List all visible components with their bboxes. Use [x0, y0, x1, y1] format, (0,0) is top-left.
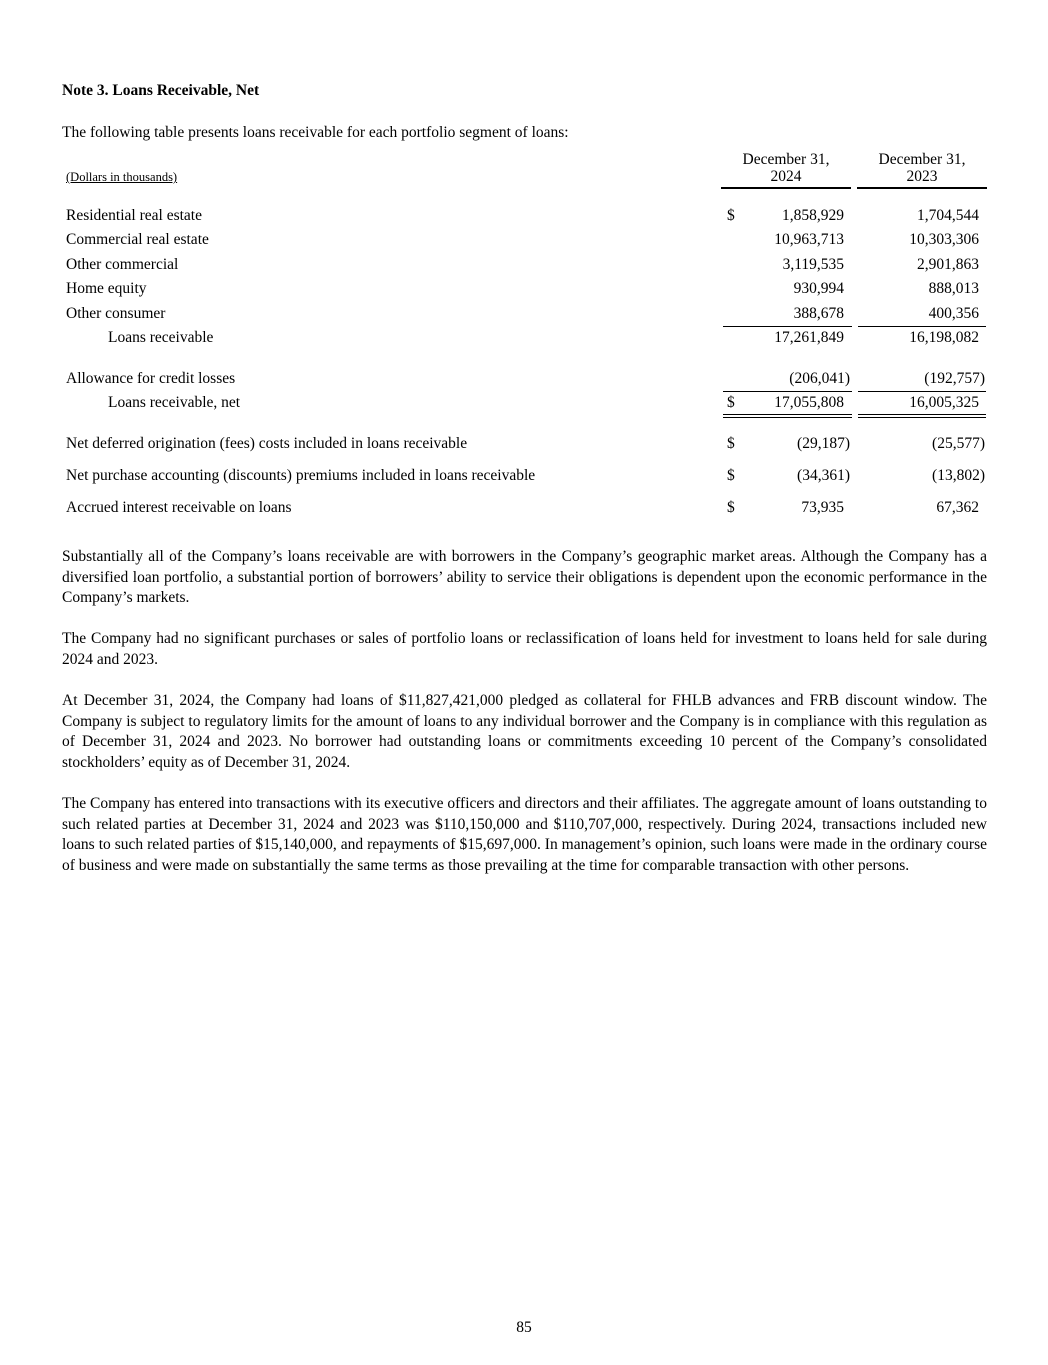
paragraph-related-parties: The Company has entered into transactions with its executive officers and directors and their affiliates. The aggregate amount of loans outstanding to such related parties at December 31, 2024 and 2023 was $110,150,000 and $110,707,000, respectively. During 2024, transactions included new loans to such related parties of $15,140,000, and repayments of $15,697,000. In management’s opinion, such loans were made in the ordinary course of business and were made on substantially the same terms as those prevailing at the time for comparable transaction with other persons. — [62, 795, 987, 875]
row-label: Accrued interest receivable on loans — [66, 499, 292, 516]
value-2023: 67,362 — [936, 499, 979, 516]
subtotal-rule — [723, 326, 852, 327]
value-2023: (25,577) — [932, 435, 985, 452]
page-number: 85 — [516, 1319, 532, 1336]
value-2024: 930,994 — [793, 280, 844, 297]
row-label: Home equity — [66, 280, 147, 297]
double-rule — [723, 417, 852, 418]
value-2024: (29,187) — [797, 435, 850, 452]
value-2023: (192,757) — [924, 370, 985, 387]
table-row — [0, 305, 1048, 325]
value-2024: (34,361) — [797, 467, 850, 484]
value-2024: (206,041) — [789, 370, 850, 387]
paragraph-purchases-sales: The Company had no significant purchases or sales of portfolio loans or reclassification of loans held for investment to loans held for sale during 2024 and 2023. — [62, 630, 987, 668]
value-2023: 10,303,306 — [909, 231, 979, 248]
table-row — [0, 370, 1048, 390]
row-label: Loans receivable — [108, 329, 214, 346]
dollar-sign: $ — [727, 435, 735, 452]
table-row — [0, 499, 1048, 519]
paragraph-collateral: At December 31, 2024, the Company had loans of $11,827,421,000 pledged as collateral for FHLB advances and FRB discount window. The Company is subject to regulatory limits for the amount of loans to any individual borrower and the Company is in compliance with this regulation as of December 31, 2024 and 2023. No borrower had outstanding loans or commitments exceeding 10 percent of the Company’s consolidated stockholders’ equity as of December 31, 2024. — [62, 692, 987, 772]
paragraph-geographic-concentration: Substantially all of the Company’s loans receivable are with borrowers in the Company’s geographic market areas. Although the Company has a diversified loan portfolio, a substantial portion of borrowers’ ability to service their obligations is dependent upon the economic performance in the Company’s markets. — [62, 548, 987, 607]
table-row — [0, 207, 1048, 227]
value-2024: 388,678 — [793, 305, 844, 322]
value-2024: 73,935 — [801, 499, 844, 516]
units-label: (Dollars in thousands) — [66, 170, 178, 184]
row-label: Residential real estate — [66, 207, 202, 224]
dollar-sign: $ — [727, 394, 735, 411]
value-2023: 1,704,544 — [917, 207, 979, 224]
column-header-2024: December 31, 2024 — [721, 151, 851, 189]
subtotal-rule — [858, 326, 986, 327]
note-title: Note 3. Loans Receivable, Net — [62, 82, 260, 99]
double-rule — [723, 414, 852, 415]
table-row — [0, 435, 1048, 455]
value-2023: 888,013 — [928, 280, 979, 297]
row-label: Net purchase accounting (discounts) premiums included in loans receivable — [66, 467, 536, 484]
table-row — [0, 467, 1048, 487]
double-rule — [858, 414, 986, 415]
dollar-sign: $ — [727, 467, 735, 484]
table-row — [0, 231, 1048, 251]
value-2024: 3,119,535 — [782, 256, 844, 273]
value-2024: 17,055,808 — [774, 394, 844, 411]
value-2024: 10,963,713 — [774, 231, 844, 248]
total-rule — [723, 391, 852, 392]
column-header-2023: December 31, 2023 — [857, 151, 987, 189]
table-row — [0, 280, 1048, 300]
table-row-total — [0, 394, 1048, 414]
value-2023: 16,005,325 — [909, 394, 979, 411]
row-label: Loans receivable, net — [108, 394, 241, 411]
row-label: Other commercial — [66, 256, 179, 273]
table-row-subtotal — [0, 329, 1048, 349]
double-rule — [858, 417, 986, 418]
value-2024: 1,858,929 — [782, 207, 844, 224]
table-row — [0, 256, 1048, 276]
row-label: Commercial real estate — [66, 231, 209, 248]
row-label: Other consumer — [66, 305, 166, 322]
value-2024: 17,261,849 — [774, 329, 844, 346]
value-2023: (13,802) — [932, 467, 985, 484]
dollar-sign: $ — [727, 207, 735, 224]
value-2023: 2,901,863 — [917, 256, 979, 273]
note-intro: The following table presents loans receivable for each portfolio segment of loans: — [62, 124, 569, 141]
total-rule — [858, 391, 986, 392]
row-label: Allowance for credit losses — [66, 370, 236, 387]
value-2023: 400,356 — [928, 305, 979, 322]
row-label: Net deferred origination (fees) costs included in loans receivable — [66, 435, 468, 452]
value-2023: 16,198,082 — [909, 329, 979, 346]
dollar-sign: $ — [727, 499, 735, 516]
